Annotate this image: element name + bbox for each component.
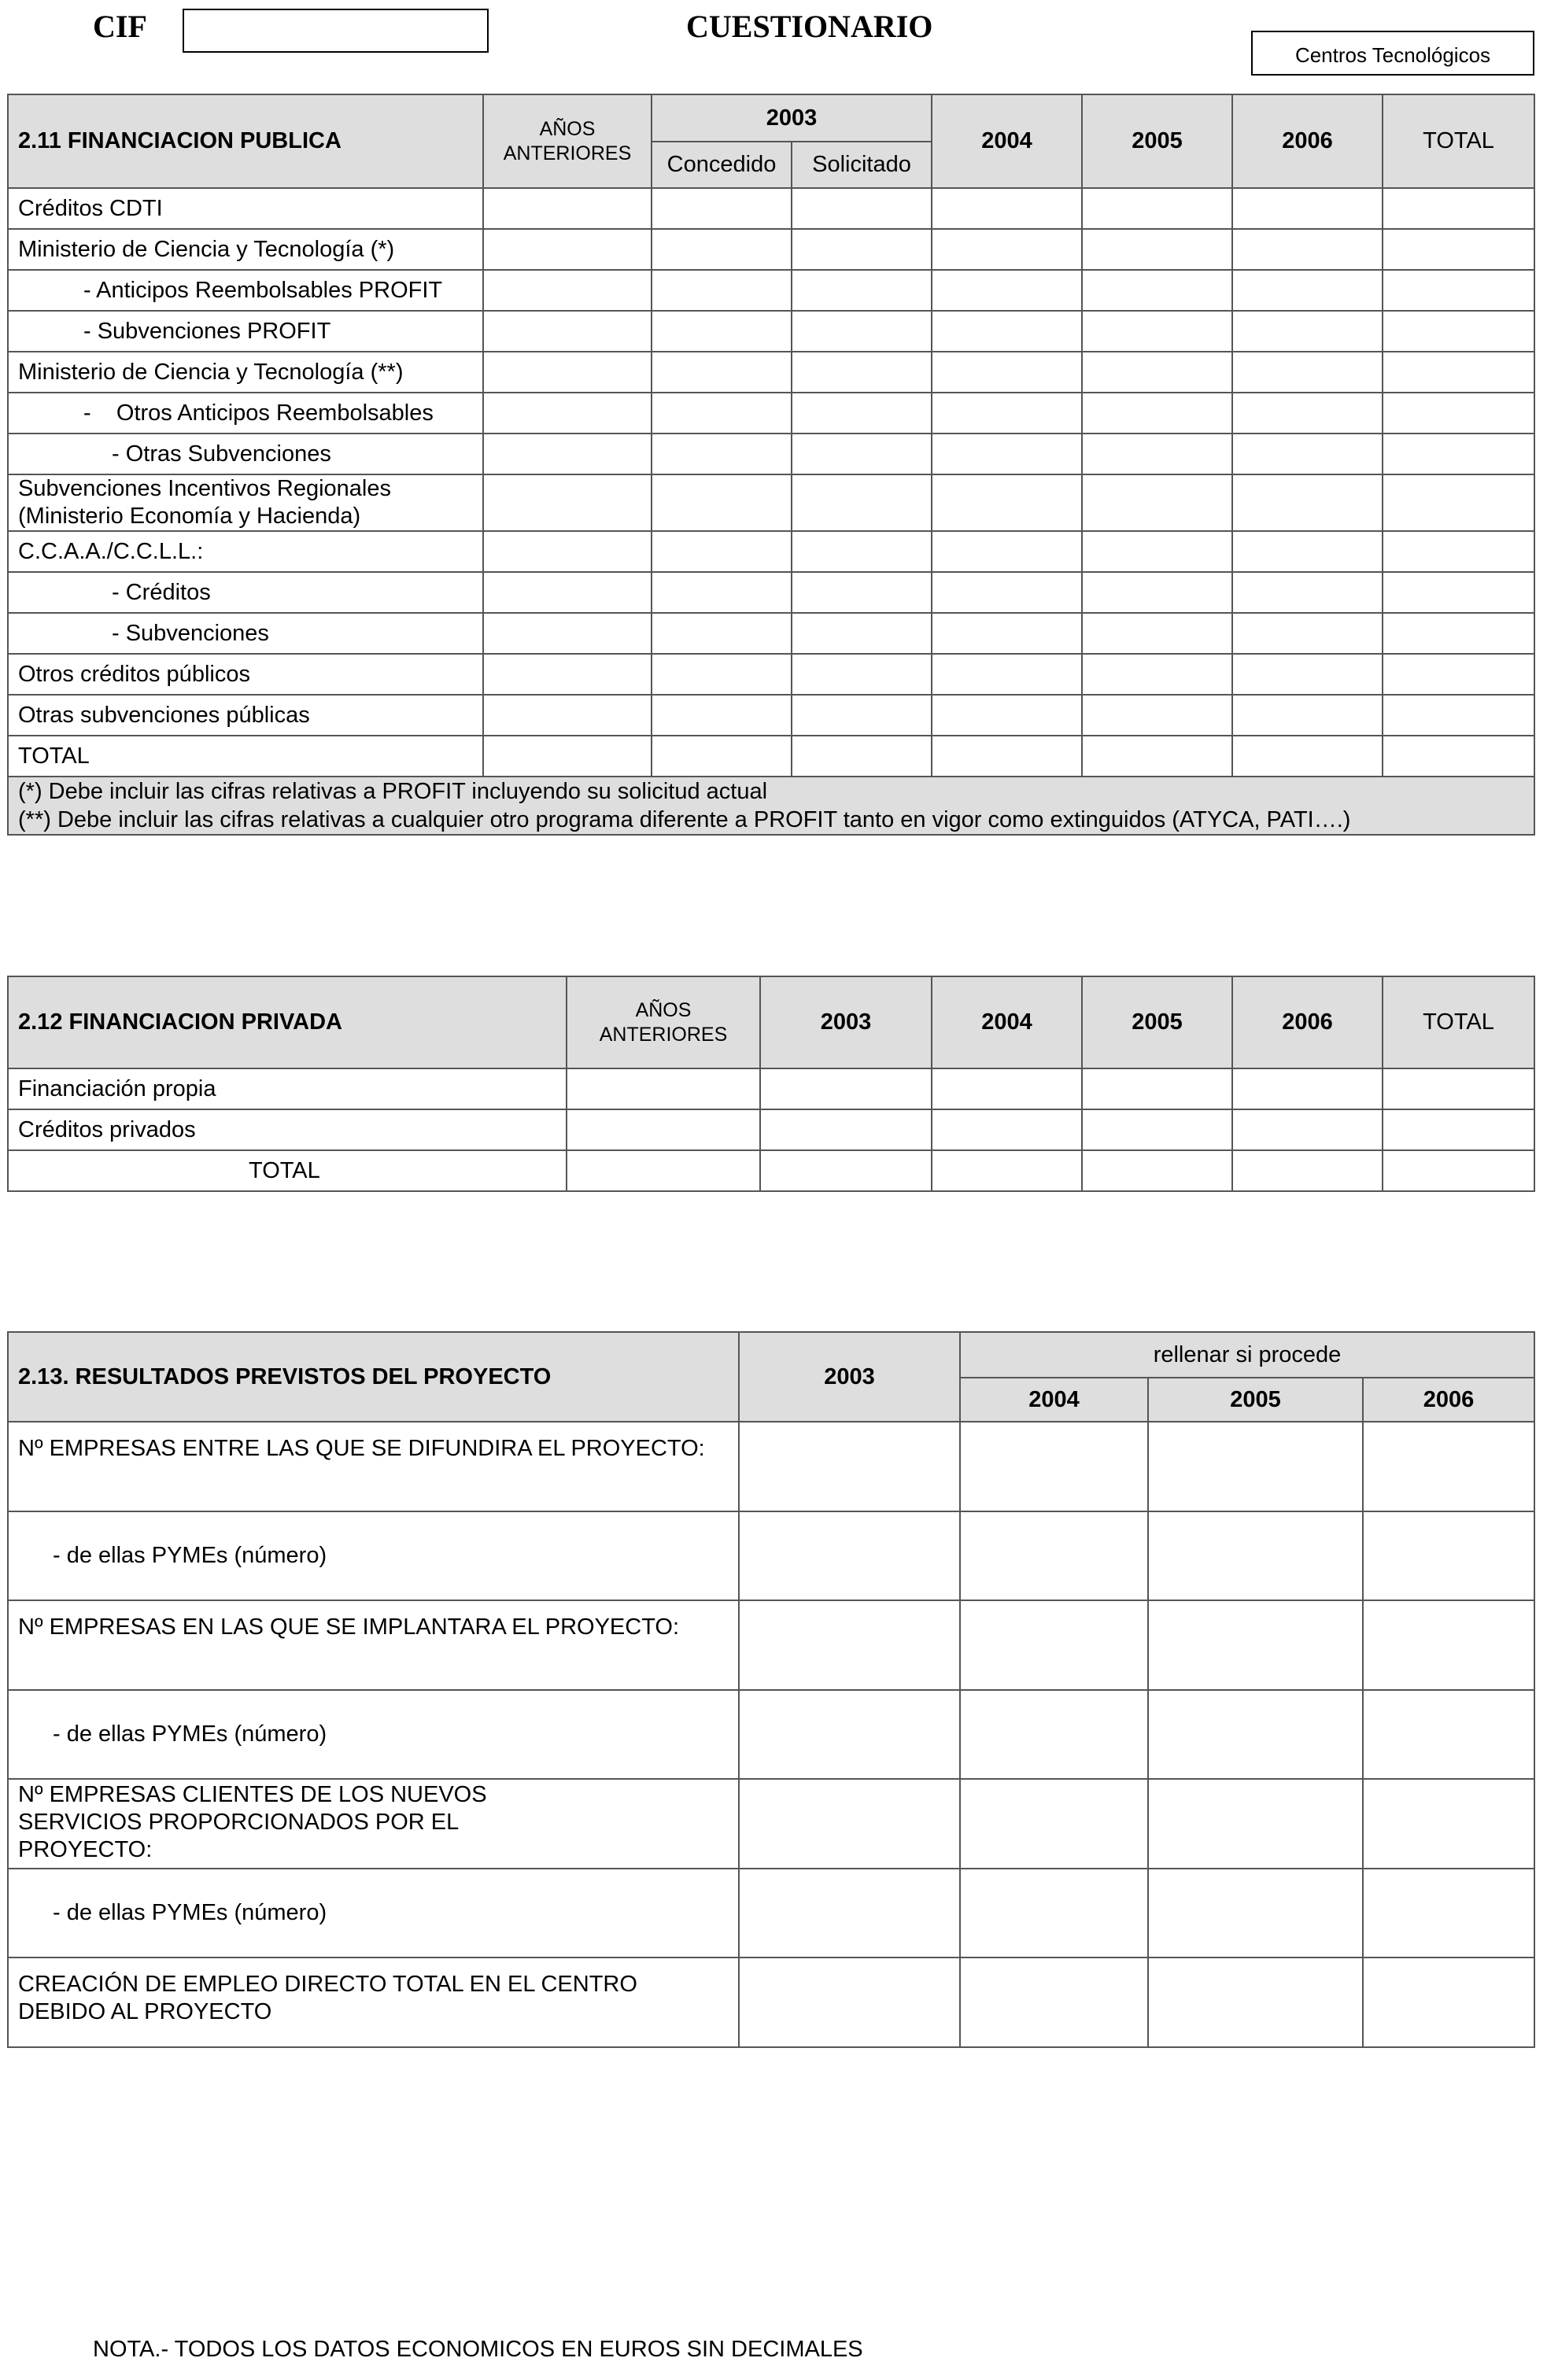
table-row (8, 1422, 1534, 1511)
public-financing-table (7, 94, 1535, 836)
row-label: Nº EMPRESAS EN LAS QUE SE IMPLANTARA EL PROYECTO: (8, 1600, 739, 1690)
col-header-2004: 2004 (932, 976, 1082, 1068)
input-cell[interactable] (960, 1511, 1148, 1600)
row-label: - Subvenciones PROFIT (8, 311, 483, 352)
input-cell[interactable] (760, 1150, 932, 1191)
col-header-2004: 2004 (960, 1378, 1148, 1422)
col-header-total: TOTAL (1383, 976, 1534, 1068)
input-cell[interactable] (483, 654, 652, 695)
col-header-2005: 2005 (1082, 94, 1232, 188)
row-label: - Créditos (8, 572, 483, 613)
table-row (8, 613, 1534, 654)
input-cell[interactable] (932, 474, 1082, 531)
input-cell[interactable] (1082, 531, 1232, 572)
input-cell[interactable] (652, 736, 792, 777)
input-cell[interactable] (760, 1068, 932, 1109)
row-label: Créditos CDTI (8, 188, 483, 229)
footnotes (8, 777, 1534, 835)
input-cell[interactable] (1082, 352, 1232, 393)
input-cell[interactable] (932, 1150, 1082, 1191)
input-cell[interactable] (483, 229, 652, 270)
input-cell[interactable] (652, 695, 792, 736)
input-cell[interactable] (652, 531, 792, 572)
input-cell[interactable] (1148, 1511, 1363, 1600)
section-title: 2.11 FINANCIACION PUBLICA (8, 94, 483, 188)
input-cell[interactable] (932, 1068, 1082, 1109)
row-label: CREACIÓN DE EMPLEO DIRECTO TOTAL EN EL CENTRO DEBIDO AL PROYECTO (8, 1958, 739, 2047)
input-cell[interactable] (652, 188, 792, 229)
input-cell[interactable] (1232, 474, 1383, 531)
input-cell[interactable] (483, 270, 652, 311)
input-cell[interactable] (1082, 1068, 1232, 1109)
input-cell[interactable] (1082, 736, 1232, 777)
row-label: - de ellas PYMEs (número) (8, 1869, 739, 1958)
input-cell[interactable] (1363, 1869, 1534, 1958)
col-header-prev-years: AÑOS ANTERIORES (567, 976, 760, 1068)
input-cell[interactable] (792, 474, 932, 531)
table-row (8, 654, 1534, 695)
row-label: - Otras Subvenciones (8, 434, 483, 474)
table-row (8, 434, 1534, 474)
input-cell[interactable] (792, 736, 932, 777)
row-label: - de ellas PYMEs (número) (8, 1690, 739, 1779)
input-cell[interactable] (652, 613, 792, 654)
input-cell[interactable] (1082, 229, 1232, 270)
table-row (8, 531, 1534, 572)
table-row (8, 1511, 1534, 1600)
col-header-solicitado: Solicitado (792, 142, 932, 188)
footnote-1: (*) Debe incluir las cifras relativas a PROFIT incluyendo su solicitud actual (18, 779, 768, 804)
input-cell[interactable] (932, 393, 1082, 434)
input-cell[interactable] (1082, 393, 1232, 434)
input-cell[interactable] (1363, 1958, 1534, 2047)
input-cell[interactable] (1148, 1779, 1363, 1869)
input-cell[interactable] (1363, 1600, 1534, 1690)
table-row (8, 393, 1534, 434)
table-row (8, 1109, 1534, 1150)
input-cell[interactable] (1082, 695, 1232, 736)
table-row (8, 736, 1534, 777)
section-title: 2.12 FINANCIACION PRIVADA (8, 976, 567, 1068)
input-cell[interactable] (932, 572, 1082, 613)
input-cell[interactable] (1082, 188, 1232, 229)
input-cell[interactable] (1232, 1109, 1383, 1150)
input-cell[interactable] (1383, 1109, 1534, 1150)
input-cell[interactable] (1383, 474, 1534, 531)
input-cell[interactable] (1363, 1422, 1534, 1511)
input-cell[interactable] (792, 434, 932, 474)
input-cell[interactable] (483, 311, 652, 352)
table-row (8, 1068, 1534, 1109)
input-cell[interactable] (1383, 1068, 1534, 1109)
input-cell[interactable] (932, 229, 1082, 270)
input-cell[interactable] (1082, 311, 1232, 352)
input-cell[interactable] (1232, 311, 1383, 352)
table-row (8, 474, 1534, 531)
input-cell[interactable] (483, 434, 652, 474)
input-cell[interactable] (1082, 572, 1232, 613)
input-cell[interactable] (1363, 1511, 1534, 1600)
table-row (8, 1869, 1534, 1958)
row-label: Créditos privados (8, 1109, 567, 1150)
private-financing-table (7, 976, 1535, 1192)
input-cell[interactable] (1232, 393, 1383, 434)
input-cell[interactable] (739, 1869, 960, 1958)
input-cell[interactable] (1383, 270, 1534, 311)
input-cell[interactable] (960, 1690, 1148, 1779)
col-header-2004: 2004 (932, 94, 1082, 188)
input-cell[interactable] (1383, 393, 1534, 434)
row-label: Nº EMPRESAS ENTRE LAS QUE SE DIFUNDIRA EL PROYECTO: (8, 1422, 739, 1511)
input-cell[interactable] (1383, 572, 1534, 613)
input-cell[interactable] (760, 1109, 932, 1150)
input-cell[interactable] (1082, 1150, 1232, 1191)
input-cell[interactable] (960, 1869, 1148, 1958)
category-badge: Centros Tecnológicos (1251, 31, 1534, 76)
input-cell[interactable] (1383, 736, 1534, 777)
input-cell[interactable] (483, 613, 652, 654)
input-cell[interactable] (652, 352, 792, 393)
input-cell[interactable] (1232, 531, 1383, 572)
input-cell[interactable] (1082, 654, 1232, 695)
col-header-2003: 2003 (652, 94, 932, 142)
input-cell[interactable] (1232, 270, 1383, 311)
row-label: Nº EMPRESAS CLIENTES DE LOS NUEVOS SERVICIOS PROPORCIONADOS POR EL PROYECTO: (8, 1779, 739, 1869)
footer-note: NOTA.- TODOS LOS DATOS ECONOMICOS EN EUROS SIN DECIMALES (93, 2337, 863, 2362)
input-cell[interactable] (792, 654, 932, 695)
input-cell[interactable] (1232, 1150, 1383, 1191)
input-cell[interactable] (1383, 1150, 1534, 1191)
input-cell[interactable] (652, 229, 792, 270)
col-header-2003: 2003 (760, 976, 932, 1068)
col-header-concedido: Concedido (652, 142, 792, 188)
row-label: Otros créditos públicos (8, 654, 483, 695)
row-label: Ministerio de Ciencia y Tecnología (**) (8, 352, 483, 393)
input-cell[interactable] (567, 1109, 760, 1150)
input-cell[interactable] (1082, 613, 1232, 654)
input-cell[interactable] (1363, 1779, 1534, 1869)
row-label: Financiación propia (8, 1068, 567, 1109)
input-cell[interactable] (1232, 613, 1383, 654)
table-row (8, 695, 1534, 736)
input-cell[interactable] (483, 352, 652, 393)
input-cell[interactable] (652, 270, 792, 311)
row-label: Ministerio de Ciencia y Tecnología (*) (8, 229, 483, 270)
input-cell[interactable] (1383, 188, 1534, 229)
col-header-total: TOTAL (1383, 94, 1534, 188)
col-header-2003: 2003 (739, 1332, 960, 1422)
input-cell[interactable] (1232, 1068, 1383, 1109)
input-cell[interactable] (483, 695, 652, 736)
input-cell[interactable] (652, 311, 792, 352)
row-label: Subvenciones Incentivos Regionales (Ministerio Economía y Hacienda) (8, 474, 483, 531)
input-cell[interactable] (483, 188, 652, 229)
table-row (8, 311, 1534, 352)
input-cell[interactable] (1232, 229, 1383, 270)
row-label: TOTAL (8, 736, 483, 777)
col-header-2006: 2006 (1232, 976, 1383, 1068)
input-cell[interactable] (1082, 270, 1232, 311)
col-header-2006: 2006 (1232, 94, 1383, 188)
table-row (8, 188, 1534, 229)
input-cell[interactable] (1383, 654, 1534, 695)
row-label: Otras subvenciones públicas (8, 695, 483, 736)
row-label: C.C.A.A./C.C.L.L.: (8, 531, 483, 572)
col-header-fill-if: rellenar si procede (960, 1332, 1534, 1378)
input-cell[interactable] (1082, 474, 1232, 531)
row-label: - Subvenciones (8, 613, 483, 654)
input-cell[interactable] (652, 393, 792, 434)
input-cell[interactable] (932, 352, 1082, 393)
table-row (8, 1690, 1534, 1779)
input-cell[interactable] (1232, 736, 1383, 777)
row-label: - Otros Anticipos Reembolsables (8, 393, 483, 434)
section-title: 2.13. RESULTADOS PREVISTOS DEL PROYECTO (8, 1332, 739, 1422)
input-cell[interactable] (1232, 695, 1383, 736)
input-cell[interactable] (739, 1422, 960, 1511)
input-cell[interactable] (792, 188, 932, 229)
table-row (8, 572, 1534, 613)
input-cell[interactable] (1363, 1690, 1534, 1779)
input-cell[interactable] (960, 1958, 1148, 2047)
page-title: CUESTIONARIO (686, 9, 933, 44)
input-cell[interactable] (792, 572, 932, 613)
input-cell[interactable] (739, 1779, 960, 1869)
footnote-2: (**) Debe incluir las cifras relativas a cualquier otro programa diferente a PROFIT tanto en vigor como extinguidos (ATYCA, PATI….) (18, 807, 1351, 832)
input-cell[interactable] (1148, 1958, 1363, 2047)
input-cell[interactable] (932, 434, 1082, 474)
input-cell[interactable] (483, 572, 652, 613)
input-cell[interactable] (792, 613, 932, 654)
input-cell[interactable] (483, 393, 652, 434)
input-cell[interactable] (1383, 352, 1534, 393)
input-cell[interactable] (960, 1600, 1148, 1690)
cif-input[interactable] (183, 9, 489, 53)
input-cell[interactable] (1232, 188, 1383, 229)
input-cell[interactable] (483, 474, 652, 531)
col-header-2006: 2006 (1363, 1378, 1534, 1422)
input-cell[interactable] (792, 270, 932, 311)
input-cell[interactable] (1232, 352, 1383, 393)
input-cell[interactable] (652, 434, 792, 474)
input-cell[interactable] (652, 474, 792, 531)
input-cell[interactable] (1232, 434, 1383, 474)
input-cell[interactable] (932, 270, 1082, 311)
input-cell[interactable] (932, 188, 1082, 229)
input-cell[interactable] (739, 1600, 960, 1690)
input-cell[interactable] (1148, 1422, 1363, 1511)
input-cell[interactable] (960, 1779, 1148, 1869)
input-cell[interactable] (792, 352, 932, 393)
input-cell[interactable] (1383, 434, 1534, 474)
input-cell[interactable] (1148, 1600, 1363, 1690)
row-label: - Anticipos Reembolsables PROFIT (8, 270, 483, 311)
input-cell[interactable] (932, 1109, 1082, 1150)
table-row (8, 270, 1534, 311)
input-cell[interactable] (1383, 695, 1534, 736)
input-cell[interactable] (1383, 229, 1534, 270)
input-cell[interactable] (792, 393, 932, 434)
input-cell[interactable] (1148, 1690, 1363, 1779)
input-cell[interactable] (792, 695, 932, 736)
input-cell[interactable] (932, 613, 1082, 654)
col-header-prev-years: AÑOS ANTERIORES (483, 94, 652, 188)
input-cell[interactable] (652, 572, 792, 613)
input-cell[interactable] (932, 736, 1082, 777)
cif-label: CIF (93, 9, 147, 44)
input-cell[interactable] (567, 1068, 760, 1109)
input-cell[interactable] (792, 531, 932, 572)
input-cell[interactable] (932, 311, 1082, 352)
table-row (8, 352, 1534, 393)
input-cell[interactable] (1383, 311, 1534, 352)
row-label: - de ellas PYMEs (número) (8, 1511, 739, 1600)
table-row (8, 1779, 1534, 1869)
input-cell[interactable] (1082, 1109, 1232, 1150)
row-label: TOTAL (8, 1150, 567, 1191)
table-row (8, 1958, 1534, 2047)
input-cell[interactable] (792, 229, 932, 270)
input-cell[interactable] (483, 531, 652, 572)
table-row (8, 229, 1534, 270)
input-cell[interactable] (1082, 434, 1232, 474)
table-row (8, 1600, 1534, 1690)
input-cell[interactable] (739, 1690, 960, 1779)
table-row (8, 1150, 1534, 1191)
input-cell[interactable] (1232, 654, 1383, 695)
input-cell[interactable] (1383, 613, 1534, 654)
input-cell[interactable] (1383, 531, 1534, 572)
input-cell[interactable] (739, 1958, 960, 2047)
input-cell[interactable] (483, 736, 652, 777)
input-cell[interactable] (1148, 1869, 1363, 1958)
input-cell[interactable] (739, 1511, 960, 1600)
input-cell[interactable] (1232, 572, 1383, 613)
input-cell[interactable] (932, 695, 1082, 736)
col-header-2005: 2005 (1148, 1378, 1363, 1422)
input-cell[interactable] (932, 531, 1082, 572)
input-cell[interactable] (792, 311, 932, 352)
input-cell[interactable] (932, 654, 1082, 695)
input-cell[interactable] (567, 1150, 760, 1191)
input-cell[interactable] (960, 1422, 1148, 1511)
results-table (7, 1331, 1535, 2048)
input-cell[interactable] (652, 654, 792, 695)
col-header-2005: 2005 (1082, 976, 1232, 1068)
